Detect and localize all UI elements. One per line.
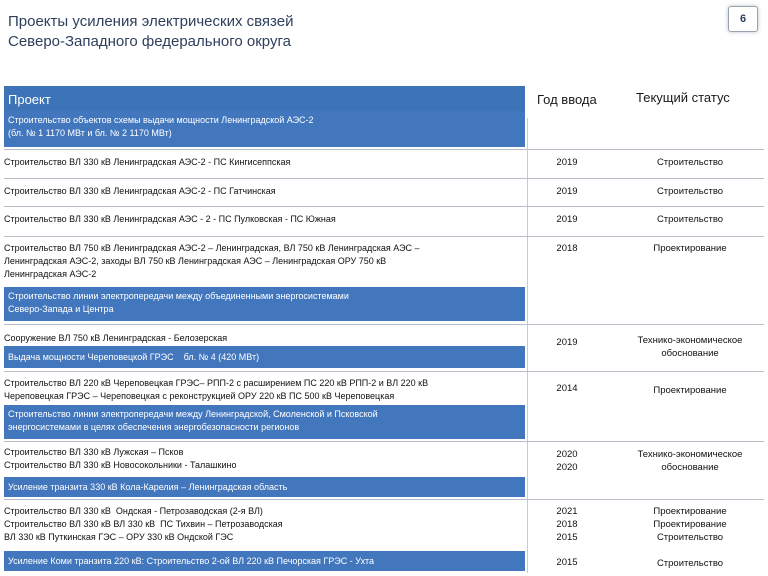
row-status: Строительство (656, 558, 724, 569)
row-status: Строительство (656, 157, 724, 168)
section-title-line: Строительство линии электропередачи между Ленинградской, Смоленской и Псковской (8, 409, 378, 419)
row-year (527, 505, 607, 544)
row-project: Сооружение ВЛ 750 кВ Ленинградская - Белозерская (4, 333, 228, 343)
row-project: Строительство ВЛ 330 кВ Ленинградская АЭС - 2 - ПС Пулковская - ПС Южная (4, 214, 336, 224)
row-year: 2014 (556, 383, 578, 394)
row-project (4, 505, 520, 544)
row-status (612, 334, 768, 360)
section-title-line: энергосистемами в целях обеспечения энергобезопасности регионов (8, 422, 300, 432)
row-project-line: Строительство ВЛ 330 кВ Лужская – Псков (4, 447, 184, 457)
row-status-line: Проектирование (653, 519, 727, 530)
header-project: Проект (4, 86, 525, 118)
section-title-line: Строительство объектов схемы выдачи мощности Ленинградской АЭС-2 (8, 115, 314, 125)
section-header (4, 405, 525, 439)
title-line-2: Северо-Западного федерального округа (8, 33, 291, 50)
row-year-line: 2015 (556, 532, 578, 543)
section-title-line: Усиление Коми транзита 220 кВ: Строительство 2-ой ВЛ 220 кВ Печорская ГРЭС - Ухта (8, 556, 375, 566)
row-project-line: Ленинградская АЭС-2, заходы ВЛ 750 кВ Ленинградская АЭС – Ленинградская ОРУ 750 кВ (4, 256, 387, 266)
row-year: 2019 (556, 337, 578, 348)
row-project-line: Ленинградская АЭС-2 (4, 269, 97, 279)
row-project (4, 242, 520, 281)
row-status: Строительство (656, 214, 724, 225)
section-header (4, 287, 525, 321)
row-year (527, 448, 607, 474)
title-line-1: Проекты усиления электрических связей (8, 13, 294, 30)
row-status-line: Технико-экономическое (637, 449, 743, 460)
section-title-line: Северо-Запада и Центра (8, 304, 114, 314)
row-year-line: 2018 (556, 519, 578, 530)
section-title-line: Усиление транзита 330 кВ Кола-Карелия – Ленинградская область (8, 482, 288, 492)
row-year: 2018 (556, 243, 578, 254)
row-status: Проектирование (653, 385, 727, 396)
row-project: Строительство ВЛ 330 кВ Ленинградская АЭС-2 - ПС Кингисеппская (4, 157, 291, 167)
row-status-line: обоснование (661, 348, 719, 359)
row-status: Строительство (656, 186, 724, 197)
row-status-line: Проектирование (653, 506, 727, 517)
row-project-line: Строительство ВЛ 330 кВ ВЛ 330 кВ ПС Тихвин – Петрозаводская (4, 519, 283, 529)
section-title-line: (бл. № 1 1170 МВт и бл. № 2 1170 МВт) (8, 128, 172, 138)
header-status: Текущий статус (636, 90, 730, 105)
row-year-line: 2020 (556, 449, 578, 460)
section-header (4, 111, 525, 147)
section-title-line: Строительство линии электропередачи между объединенными энергосистемами (8, 291, 349, 301)
row-status-line: Технико-экономическое (637, 335, 743, 346)
page-title (8, 12, 293, 52)
row-project-line: ВЛ 330 кВ Путкинская ГЭС – ОРУ 330 кВ Ондской ГЭС (4, 532, 234, 542)
row-year: 2019 (556, 214, 578, 225)
row-year-line: 2020 (556, 462, 578, 473)
row-project-line: Строительство ВЛ 330 кВ Новосокольники - Талашкино (4, 460, 237, 470)
row-project: Строительство ВЛ 330 кВ Ленинградская АЭС-2 - ПС Гатчинская (4, 186, 276, 196)
row-project-line: Строительство ВЛ 220 кВ Череповецкая ГРЭС– РПП-2 с расширением ПС 220 кВ РПП-2 и ВЛ 220 кВ (4, 378, 429, 388)
row-status (612, 505, 768, 544)
section-header (4, 346, 525, 368)
row-status: Проектирование (653, 243, 727, 254)
section-header (4, 477, 525, 497)
section-title-line: Выдача мощности Череповецкой ГРЭС бл. № 4 (420 МВт) (8, 352, 260, 362)
row-project-line: Череповецкая ГРЭС – Череповецкая с реконструкцией ОРУ 220 кВ ПС 500 кВ Череповецкая (4, 391, 395, 401)
page-number: 6 (728, 6, 758, 32)
row-year-line: 2021 (556, 506, 578, 517)
row-project (4, 446, 520, 472)
row-status (612, 448, 768, 474)
row-year: 2019 (556, 186, 578, 197)
row-status-line: Строительство (656, 532, 724, 543)
row-status-line: обоснование (661, 462, 719, 473)
row-year: 2015 (556, 557, 578, 568)
row-project-line: Строительство ВЛ 750 кВ Ленинградская АЭС-2 – Ленинградская, ВЛ 750 кВ Ленинградская АЭС – (4, 243, 420, 253)
section-header (4, 551, 525, 571)
row-project-line: Строительство ВЛ 330 кВ Ондская - Петрозаводская (2-я ВЛ) (4, 506, 263, 516)
header-year: Год ввода (537, 92, 597, 107)
row-year: 2019 (556, 157, 578, 168)
row-project (4, 377, 520, 403)
